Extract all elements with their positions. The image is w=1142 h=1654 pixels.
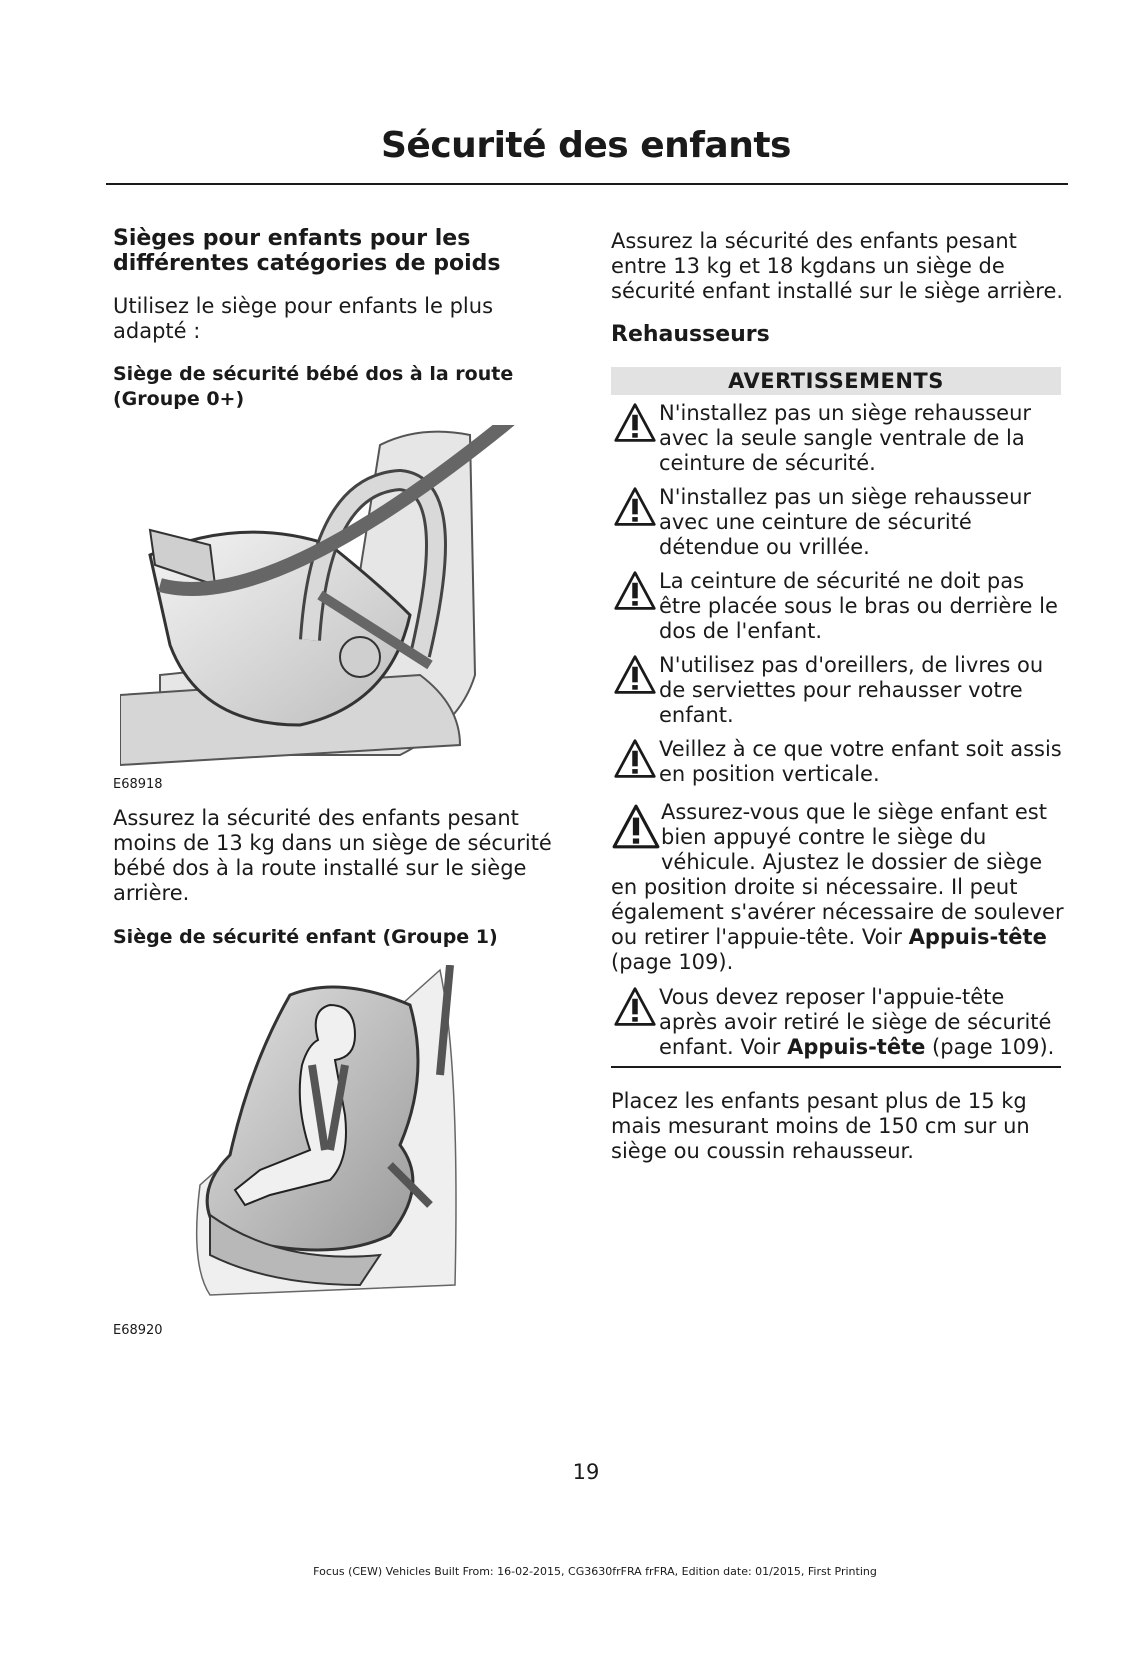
page-title: Sécurité des enfants <box>381 125 791 166</box>
section-heading: Sièges pour enfants pour les différentes catégories de poids <box>113 226 501 276</box>
figure-code-2: E68920 <box>113 1323 163 1338</box>
warning-text <box>659 985 1066 1060</box>
page-number: 19 <box>572 1460 600 1484</box>
warning-text: Veillez à ce que votre enfant soit assis en position verticale. <box>659 737 1062 786</box>
warning-item <box>611 485 1066 560</box>
title-divider <box>106 183 1068 185</box>
infant-seat-illustration <box>120 425 540 775</box>
warning-triangle-icon <box>611 485 659 529</box>
warning-text: La ceinture de sécurité ne doit pas être placée sous le bras ou derrière le dos de l'enfant. <box>659 569 1058 643</box>
page-reference: (page 109). <box>925 1035 1055 1059</box>
warning-text: N'installez pas un siège rehausseur avec une ceinture de sécurité détendue ou vrillée. <box>659 485 1032 559</box>
warning-item <box>611 985 1066 1060</box>
group-0-paragraph: Assurez la sécurité des enfants pesant moins de 13 kg dans un siège de sécurité bébé dos à la route installé sur le siège arrière. <box>113 806 552 905</box>
subheading-group-0: Siège de sécurité bébé dos à la route (Groupe 0+) <box>113 363 514 410</box>
warning-triangle-icon <box>611 401 659 445</box>
warning-triangle-icon <box>611 653 659 697</box>
page-reference: (page 109). <box>611 950 734 974</box>
head-restraints-link[interactable]: Appuis-tête <box>787 1035 926 1059</box>
warning-item <box>611 800 1066 975</box>
warnings-title: AVERTISSEMENTS <box>611 367 1061 395</box>
head-restraints-link[interactable]: Appuis-tête <box>908 925 1047 949</box>
warning-triangle-icon <box>611 802 661 852</box>
intro-text: Utilisez le siège pour enfants le plus adapté : <box>113 294 494 343</box>
boosters-heading: Rehausseurs <box>611 322 770 347</box>
child-seat-illustration <box>190 965 480 1315</box>
warning-text-part: Vous devez reposer l'appuie-tête après avoir retiré le siège de sécurité enfant. Voir <box>659 985 1052 1059</box>
warning-triangle-icon <box>611 737 659 781</box>
subheading-group-1: Siège de sécurité enfant (Groupe 1) <box>113 926 498 948</box>
warning-triangle-icon <box>611 569 659 613</box>
warning-item <box>611 569 1066 644</box>
warning-item <box>611 737 1066 787</box>
booster-paragraph: Placez les enfants pesant plus de 15 kg mais mesurant moins de 150 cm sur un siège ou coussin rehausseur. <box>611 1089 1030 1163</box>
warning-text: N'utilisez pas d'oreillers, de livres ou de serviettes pour rehausser votre enfant. <box>659 653 1044 727</box>
warning-triangle-icon <box>611 985 659 1029</box>
figure-code-1: E68918 <box>113 777 163 792</box>
warning-item <box>611 653 1066 728</box>
warning-item <box>611 401 1066 476</box>
group-1-paragraph: Assurez la sécurité des enfants pesant entre 13 kg et 18 kgdans un siège de sécurité enfant installé sur le siège arrière. <box>611 229 1064 303</box>
warning-text: Assurez-vous que le siège enfant est bien appuyé contre le siège du véhicule. Ajustez le dossier de siège en position droite si nécessaire. Il peut également s'avérer nécessaire de soulever ou retirer l'appuie-tête. Voir <box>611 800 1064 949</box>
warning-text: N'installez pas un siège rehausseur avec la seule sangle ventrale de la ceinture de sécurité. <box>659 401 1032 475</box>
warnings-bottom-divider <box>611 1066 1061 1068</box>
footer-text: Focus (CEW) Vehicles Built From: 16-02-2015, CG3630frFRA frFRA, Edition date: 01/2015, First Printing <box>313 1565 877 1578</box>
